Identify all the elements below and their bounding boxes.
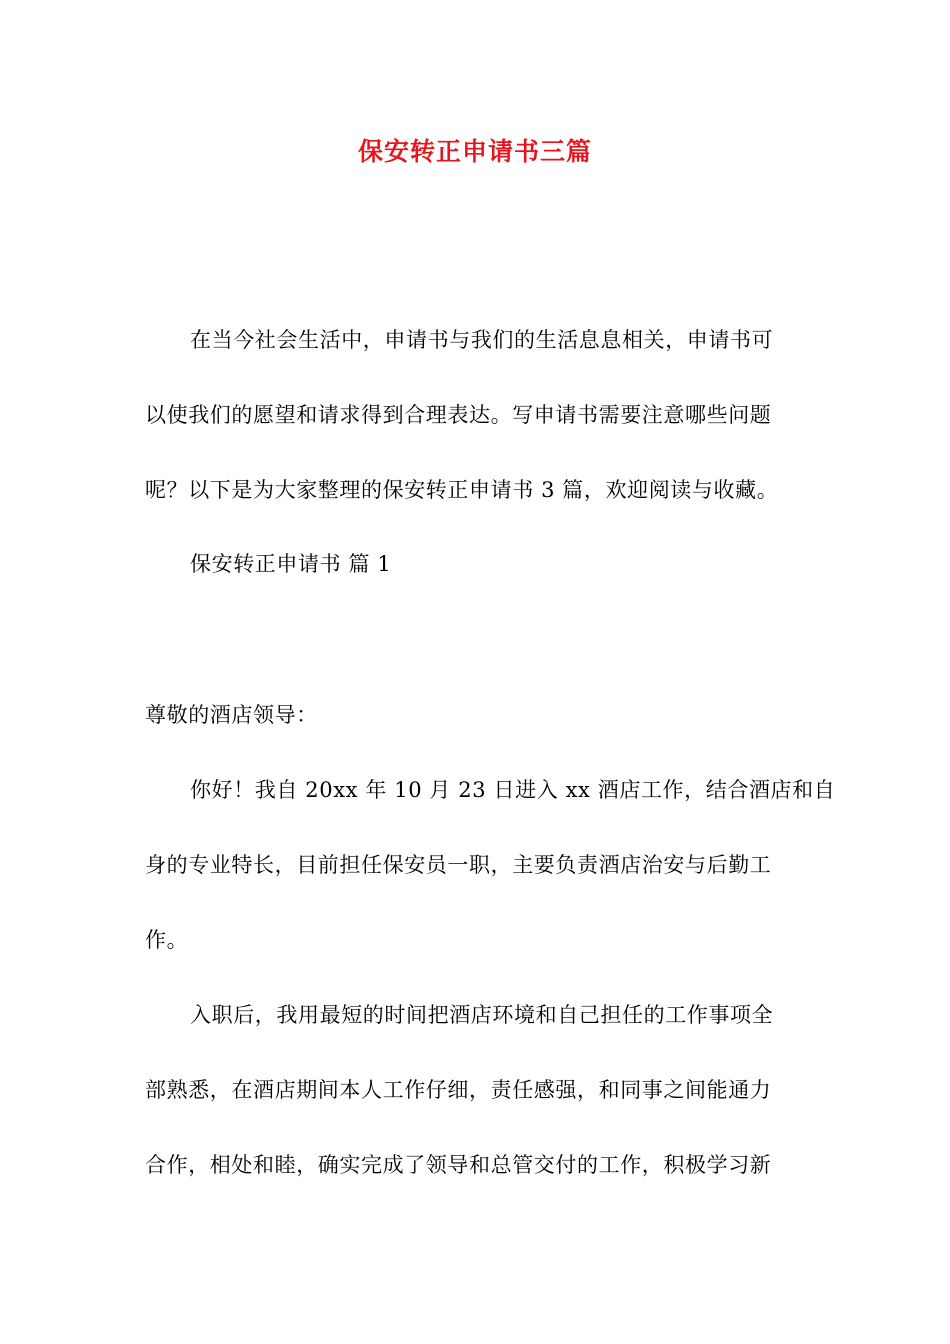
salutation: 尊敬的酒店领导： — [145, 703, 318, 727]
paragraph-1-line-3: 作。 — [145, 928, 189, 952]
document-title: 保安转正申请书三篇 — [357, 137, 592, 166]
paragraph-2-line-1: 入职后，我用最短的时间把酒店环境和自己担任的工作事项全 — [190, 1003, 774, 1027]
intro-line-1: 在当今社会生活中，申请书与我们的生活息息相关，申请书可 — [190, 328, 774, 352]
paragraph-2-line-3: 合作，相处和睦，确实完成了领导和总管交付的工作，积极学习新 — [145, 1153, 772, 1177]
paragraph-2-line-2: 部熟悉，在酒店期间本人工作仔细，责任感强，和同事之间能通力 — [145, 1078, 772, 1102]
section-heading: 保安转正申请书 篇 1 — [190, 552, 392, 576]
intro-line-2: 以使我们的愿望和请求得到合理表达。写申请书需要注意哪些问题 — [145, 403, 772, 427]
paragraph-1-line-1: 你好！我自 20xx 年 10 月 23 日进入 xx 酒店工作，结合酒店和自 — [190, 778, 836, 802]
paragraph-1-line-2: 身的专业特长，目前担任保安员一职，主要负责酒店治安与后勤工 — [145, 853, 772, 877]
intro-line-3: 呢？以下是为大家整理的保安转正申请书 3 篇，欢迎阅读与收藏。 — [145, 478, 779, 502]
